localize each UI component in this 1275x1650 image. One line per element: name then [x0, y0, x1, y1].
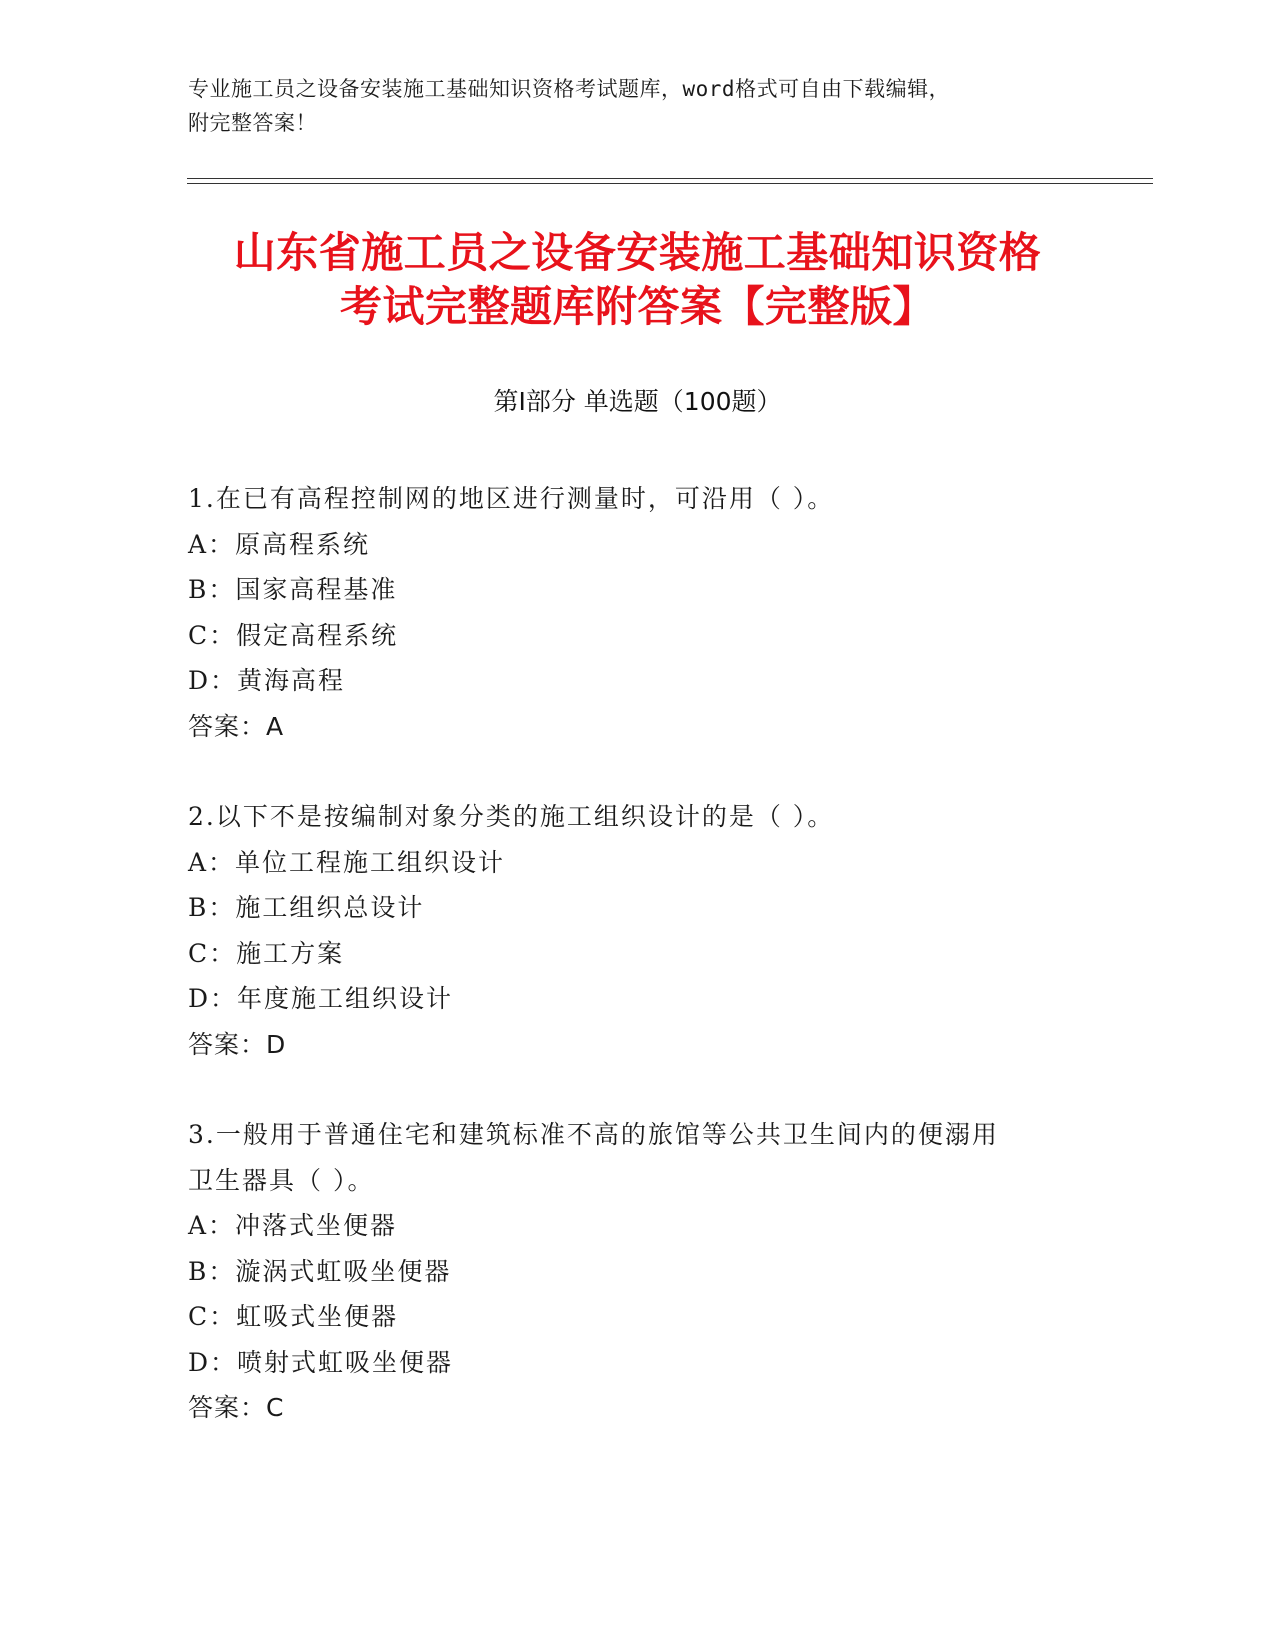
option-a: A：单位工程施工组织设计 — [188, 847, 506, 877]
header-divider — [187, 178, 1153, 184]
option-c: C：施工方案 — [188, 938, 345, 968]
option-a: A：冲落式坐便器 — [188, 1211, 398, 1240]
question-text: 1.在已有高程控制网的地区进行测量时，可沿用（ ）。 — [188, 484, 835, 513]
option-b: B：施工组织总设计 — [188, 893, 425, 922]
option-b: B：漩涡式虹吸坐便器 — [188, 1256, 452, 1286]
header-note-line-1: 专业施工员之设备安装施工基础知识资格考试题库，word格式可自由下载编辑， — [188, 77, 951, 101]
document-title-line-1: 山东省施工员之设备安装施工基础知识资格 — [233, 228, 1042, 277]
option-d: D：黄海高程 — [188, 666, 346, 695]
option-d: D：年度施工组织设计 — [188, 984, 454, 1013]
section-heading: 第Ⅰ部分 单选题（100题） — [493, 387, 782, 416]
option-b: B：国家高程基准 — [188, 575, 398, 604]
question-text: 2.以下不是按编制对象分类的施工组织设计的是（ ）。 — [188, 802, 835, 831]
question-text-line-1: 3.一般用于普通住宅和建筑标准不高的旅馆等公共卫生间内的便溺用 — [188, 1120, 999, 1149]
option-d: D：喷射式虹吸坐便器 — [188, 1347, 454, 1377]
header-note-line-2: 附完整答案！ — [188, 111, 317, 135]
header-note — [188, 72, 1068, 140]
option-a: A：原高程系统 — [188, 529, 371, 559]
answer: 答案：D — [188, 1029, 287, 1059]
question-2 — [188, 794, 1088, 1067]
option-c: C：虹吸式坐便器 — [188, 1302, 399, 1331]
document-title-line-2: 考试完整题库附答案【完整版】 — [339, 282, 935, 331]
question-1 — [188, 476, 1088, 749]
option-c: C：假定高程系统 — [188, 620, 399, 650]
question-text-line-2: 卫生器具（ ）。 — [188, 1165, 375, 1195]
answer: 答案：C — [188, 1393, 285, 1422]
question-3 — [188, 1112, 1088, 1431]
answer: 答案：A — [188, 711, 285, 741]
document-title — [160, 226, 1115, 334]
